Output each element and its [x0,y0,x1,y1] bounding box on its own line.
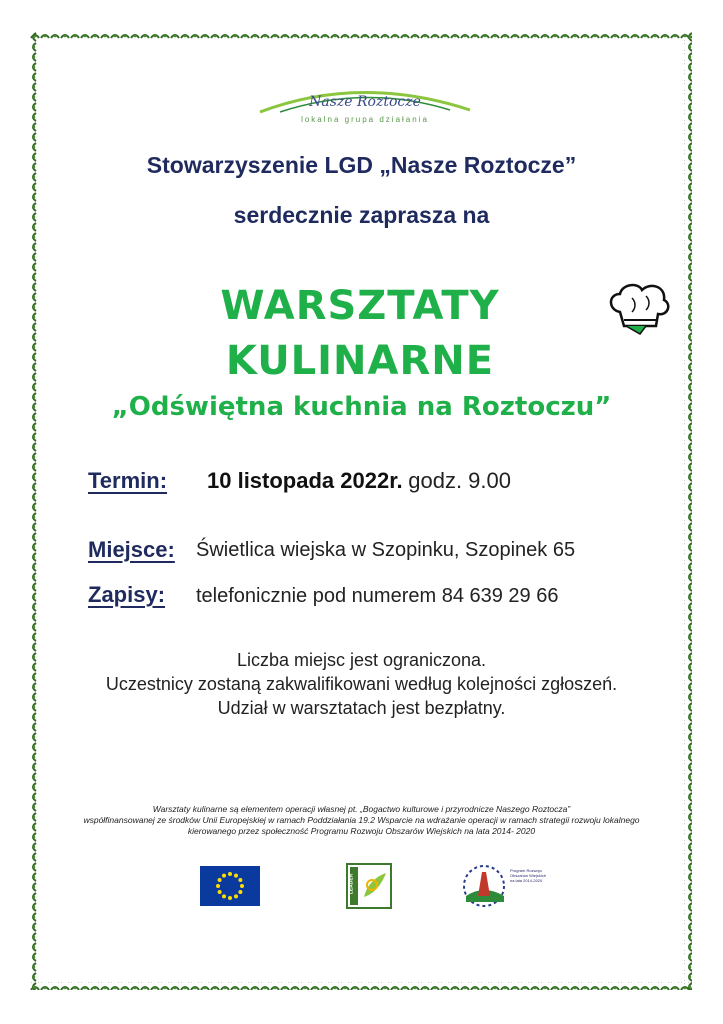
prow-emblem-icon [460,862,510,912]
zapisy-label: Zapisy: [88,582,166,607]
logo-name: Nasze Roztocze [309,94,421,110]
leader-logo-icon [346,863,392,909]
zapisy-value: telefonicznie pod numerem 84 639 29 66 [196,585,559,607]
info-line-qualification: Uczestnicy zostaną zakwalifikowani według kolejności zgłoszeń. [105,674,618,694]
termin-label: Termin: [88,468,168,493]
chef-hat-icon [606,282,672,336]
prow-logo [460,862,550,912]
info-line-capacity: Liczba miejsc jest ograniczona. [236,650,487,670]
logo-subtitle: lokalna grupa działania [301,115,429,124]
footer-line2: współfinansowanej ze środków Unii Europejskiej w ramach Poddziałania 19.2 Wsparcie na wdrażanie operacji w ramach strategii rozwoju lokalnego [83,815,640,825]
event-title-line1: WARSZTATY [220,283,500,329]
leader-text: LEADER [348,873,355,895]
footer-line1: Warsztaty kulinarne są elementem operacji własnej pt. „Bogactwo kulturowe i przyrodnicze Naszego Roztocza” [152,804,571,814]
termin-date: 10 listopada 2022r. [207,468,403,493]
prow-text: Program Rozwoju Obszarów Wiejskich na lata 2014-2020 [510,868,547,883]
event-subtitle: „Odświętna kuchnia na Roztoczu” [111,392,612,422]
event-title-line2: KULINARNE [225,338,495,384]
lgd-logo [250,82,480,132]
organizer-heading: Stowarzyszenie LGD „Nasze Roztocze” [146,152,577,178]
miejsce-label: Miejsce: [88,537,175,562]
footer-line3: kierowanego przez społeczność Programu Rozwoju Obszarów Wiejskich na lata 2014- 2020 [187,826,536,836]
miejsce-value: Świetlica wiejska w Szopinku, Szopinek 65 [196,539,576,561]
termin-value [207,468,511,494]
eu-flag-icon [200,866,260,906]
invitation-heading: serdecznie zaprasza na [233,202,490,228]
info-line-free: Udział w warsztatach jest bezpłatny. [217,698,506,718]
termin-time: godz. 9.00 [408,468,511,493]
